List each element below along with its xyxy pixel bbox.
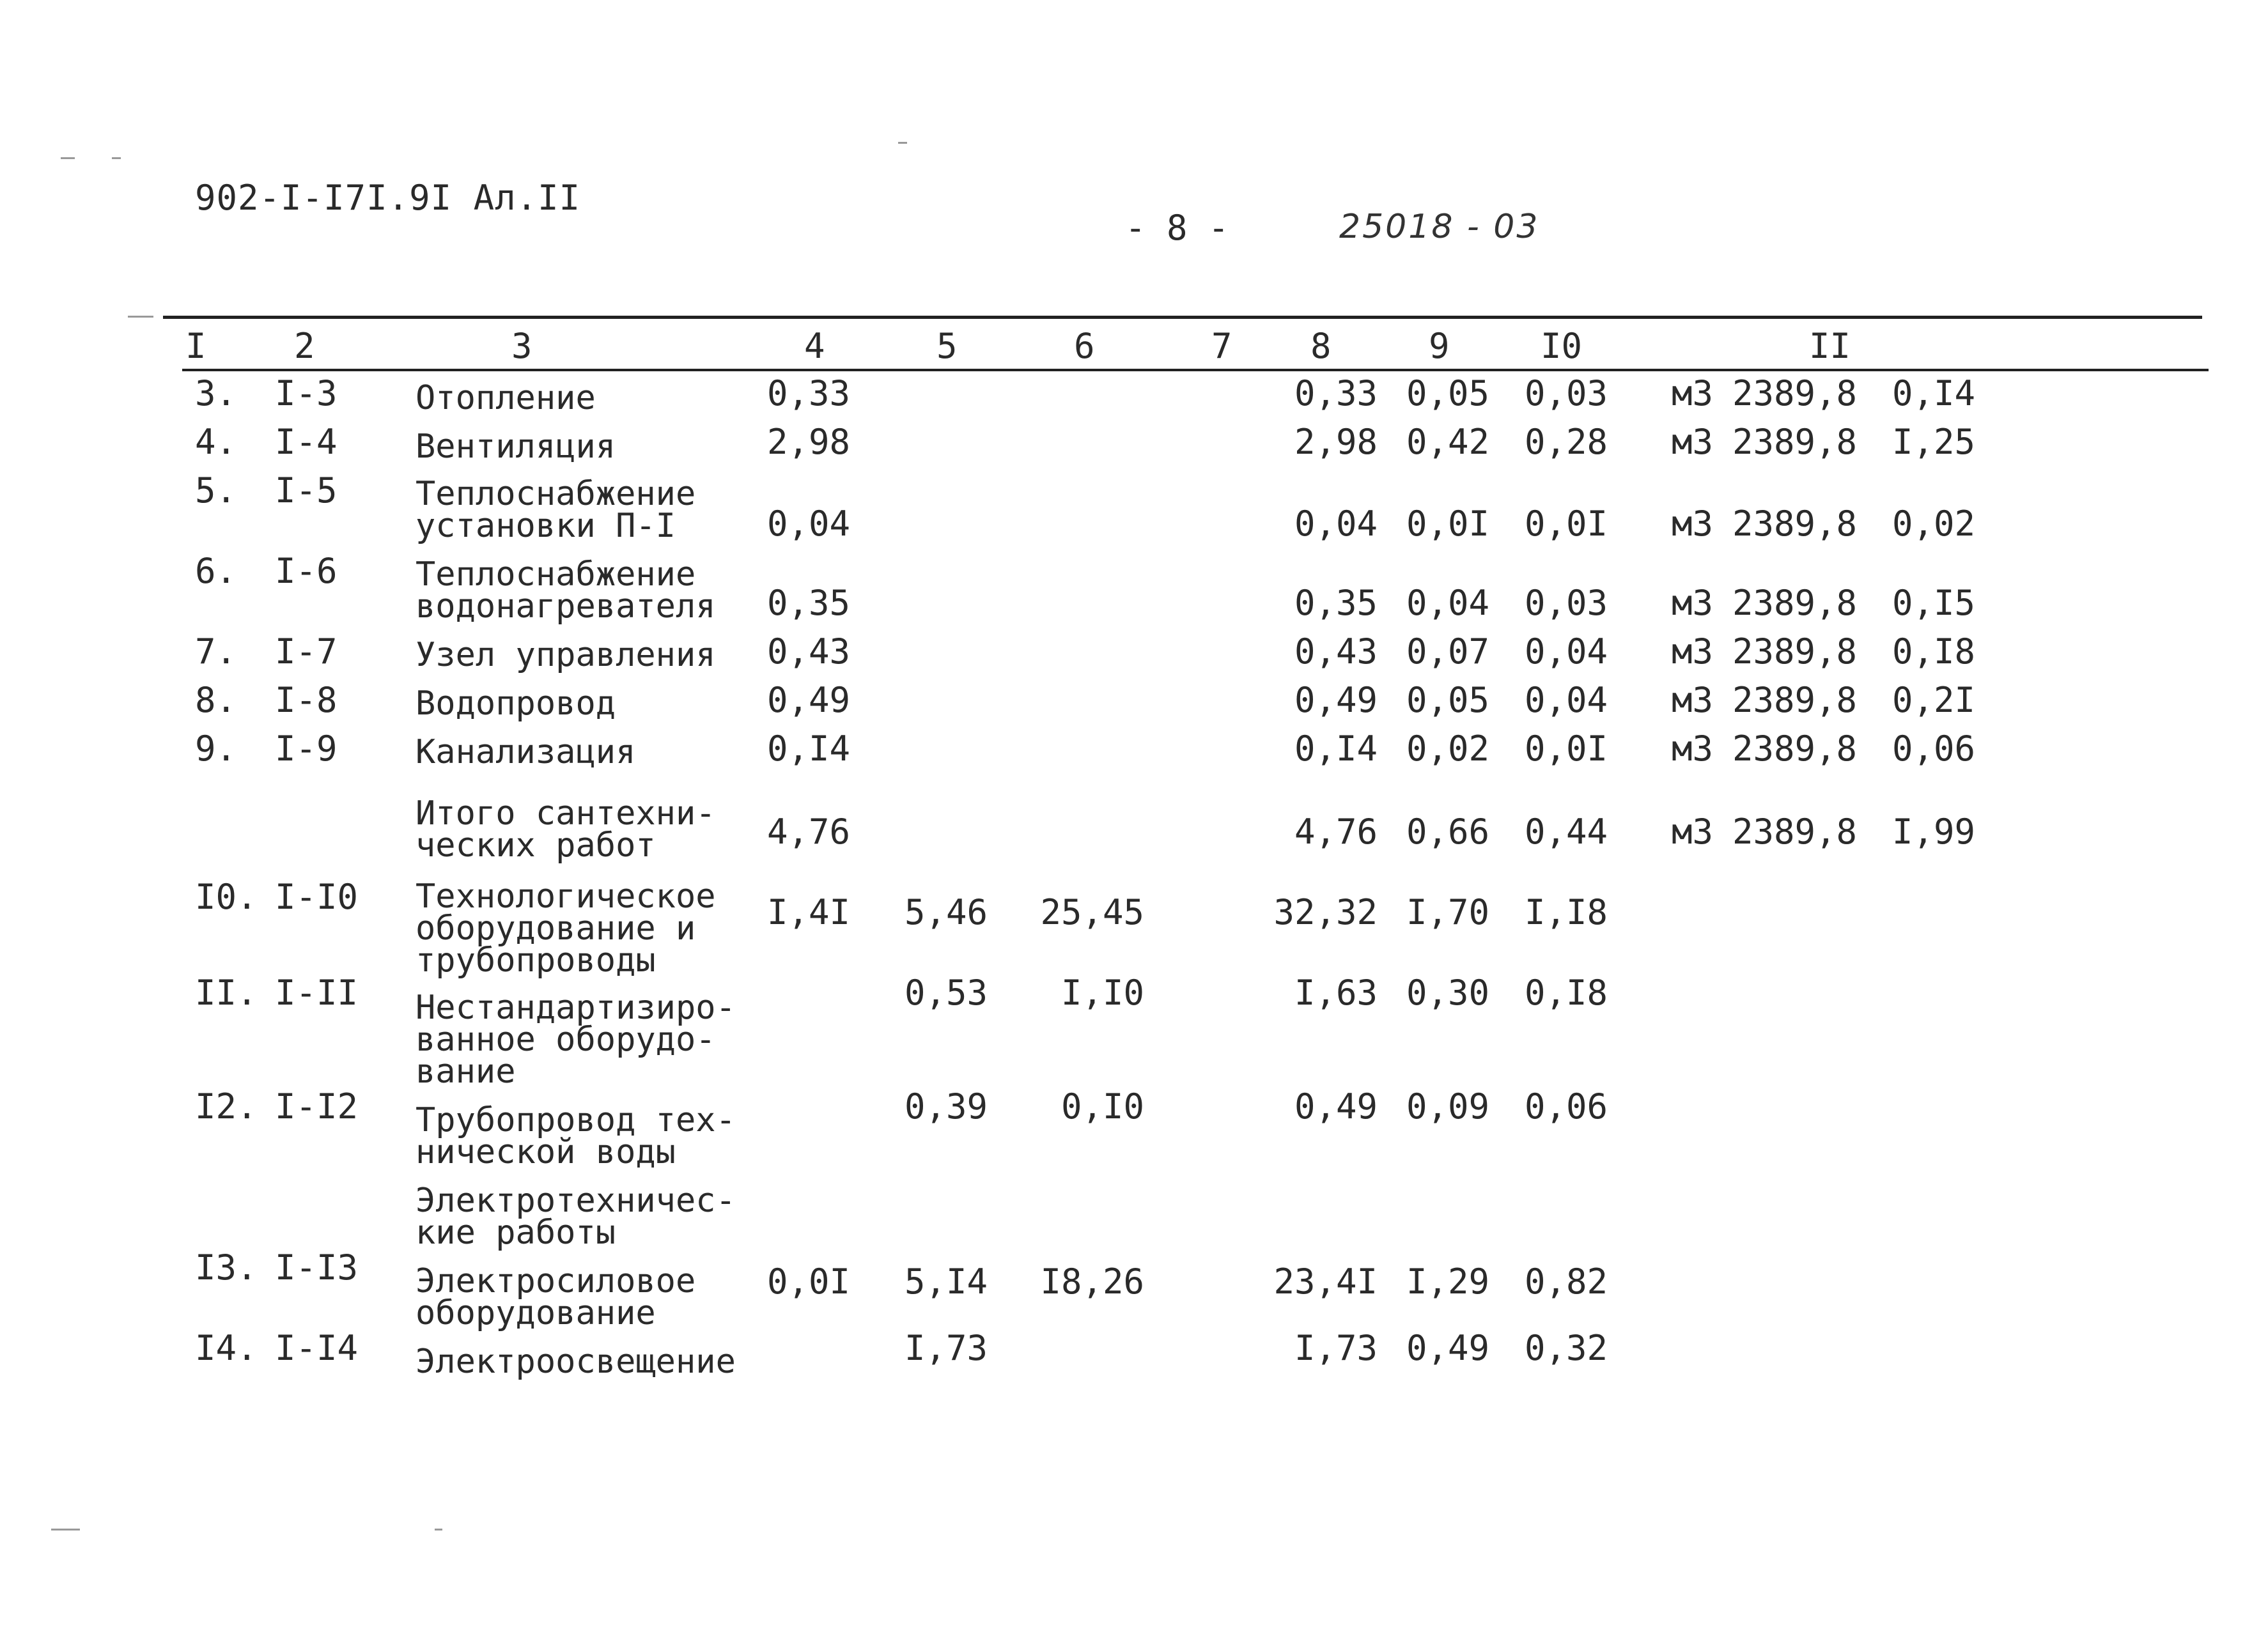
- cell-c10: 0,03: [1525, 583, 1608, 623]
- document-code: 902-I-I7I.9I Ал.II: [195, 178, 581, 218]
- row-code: I-5: [275, 470, 338, 511]
- cell-c8: I,63: [1294, 973, 1378, 1013]
- cell-c10: 0,32: [1525, 1328, 1608, 1368]
- cell-c9: I,29: [1406, 1261, 1490, 1302]
- cell-c8: 23,4I: [1273, 1261, 1378, 1302]
- cell-c9: 0,09: [1406, 1086, 1490, 1127]
- handwritten-archive-number: 25018 - 03: [1339, 208, 1540, 246]
- cell-c5: 0,39: [904, 1086, 988, 1127]
- row-description-line: Вентиляция: [416, 428, 616, 466]
- column-header: 3: [511, 326, 532, 366]
- row-number: 5.: [195, 470, 237, 511]
- cell-c10: 0,44: [1525, 812, 1608, 852]
- cell-c4: 0,04: [766, 504, 850, 544]
- row-number: II.: [195, 973, 258, 1013]
- cell-c9: 0,30: [1406, 973, 1490, 1013]
- cell-c11: 0,2I: [1892, 680, 1976, 720]
- cell-c9: 0,05: [1406, 373, 1490, 413]
- row-code: I-I3: [275, 1247, 359, 1288]
- row-number: 4.: [195, 422, 237, 462]
- cell-c10: 0,04: [1525, 680, 1608, 720]
- row-description-line: Канализация: [416, 733, 636, 771]
- cell-c8: 0,33: [1294, 373, 1378, 413]
- row-number: 7.: [195, 631, 237, 672]
- cell-c5: 0,53: [904, 973, 988, 1013]
- column-header: I0: [1541, 326, 1583, 366]
- row-description-line: трубопроводы: [416, 941, 656, 980]
- cell-c4: 0,I4: [766, 729, 850, 769]
- row-code: I-I0: [275, 877, 359, 917]
- cell-unit: м3: [1672, 422, 1714, 462]
- cell-c11: 0,02: [1892, 504, 1976, 544]
- cell-c10: 0,28: [1525, 422, 1608, 462]
- row-number: I4.: [195, 1328, 258, 1368]
- column-header: 8: [1310, 326, 1332, 366]
- cell-c8: 0,43: [1294, 631, 1378, 672]
- cell-c9: I,70: [1406, 892, 1490, 932]
- cell-unit: м3: [1672, 373, 1714, 413]
- row-description-line: оборудование и: [416, 909, 696, 948]
- cell-c10: 0,0I: [1525, 729, 1608, 769]
- cell-c4: 0,49: [766, 680, 850, 720]
- cell-c11: 0,I8: [1892, 631, 1976, 672]
- cell-c8: 0,49: [1294, 680, 1378, 720]
- cell-c8: 2,98: [1294, 422, 1378, 462]
- cell-c10: 0,03: [1525, 373, 1608, 413]
- cell-c8: I,73: [1294, 1328, 1378, 1368]
- cell-c8: 0,35: [1294, 583, 1378, 623]
- row-number: I0.: [195, 877, 258, 917]
- cell-qty: 2389,8: [1732, 422, 1858, 462]
- cell-c9: 0,07: [1406, 631, 1490, 672]
- cell-c11: 0,06: [1892, 729, 1976, 769]
- cell-c11: 0,I5: [1892, 583, 1976, 623]
- cell-c10: 0,82: [1525, 1261, 1608, 1302]
- cell-c9: 0,04: [1406, 583, 1490, 623]
- cell-c11: 0,I4: [1892, 373, 1976, 413]
- row-code: I-I2: [275, 1086, 359, 1127]
- cell-c9: 0,0I: [1406, 504, 1490, 544]
- row-code: I-6: [275, 551, 338, 591]
- row-description-line: ческих работ: [416, 826, 656, 865]
- cell-qty: 2389,8: [1732, 583, 1858, 623]
- cell-qty: 2389,8: [1732, 812, 1858, 852]
- cell-c4: 0,33: [766, 373, 850, 413]
- row-description-line: Трубопровод тех-: [416, 1101, 736, 1139]
- scan-speck: [435, 1529, 442, 1531]
- cell-c5: I,73: [904, 1328, 988, 1368]
- row-description-line: кие работы: [416, 1214, 616, 1252]
- cell-unit: м3: [1672, 504, 1714, 544]
- row-description-line: Водопровод: [416, 684, 616, 723]
- column-header: I: [185, 326, 206, 366]
- row-description-line: Отопление: [416, 379, 596, 417]
- row-description-line: Технологическое: [416, 877, 716, 916]
- row-code: I-I4: [275, 1328, 359, 1368]
- cell-qty: 2389,8: [1732, 631, 1858, 672]
- cell-c10: 0,0I: [1525, 504, 1608, 544]
- cell-qty: 2389,8: [1732, 373, 1858, 413]
- cell-c8: 0,I4: [1294, 729, 1378, 769]
- row-description-line: Теплоснабжение: [416, 555, 696, 594]
- row-code: I-8: [275, 680, 338, 720]
- row-description-line: водонагревателя: [416, 587, 716, 626]
- cell-unit: м3: [1672, 631, 1714, 672]
- column-header: 2: [294, 326, 315, 366]
- row-number: 3.: [195, 373, 237, 413]
- cell-qty: 2389,8: [1732, 680, 1858, 720]
- page-number: - 8 -: [1125, 208, 1229, 248]
- cell-c9: 0,02: [1406, 729, 1490, 769]
- row-number: 8.: [195, 680, 237, 720]
- row-description-line: Теплоснабжение: [416, 475, 696, 513]
- cell-unit: м3: [1672, 729, 1714, 769]
- cell-qty: 2389,8: [1732, 729, 1858, 769]
- cell-c8: 32,32: [1273, 892, 1378, 932]
- column-header: 6: [1074, 326, 1095, 366]
- row-description-line: вание: [416, 1053, 516, 1091]
- cell-c4: 0,35: [766, 583, 850, 623]
- cell-unit: м3: [1672, 812, 1714, 852]
- row-number: I3.: [195, 1247, 258, 1288]
- cell-c4: 0,43: [766, 631, 850, 672]
- cell-c10: 0,I8: [1525, 973, 1608, 1013]
- cell-c9: 0,66: [1406, 812, 1490, 852]
- table-top-rule: [163, 316, 2202, 319]
- cell-c4: I,4I: [766, 892, 850, 932]
- cell-qty: 2389,8: [1732, 504, 1858, 544]
- column-header: 5: [936, 326, 958, 366]
- row-description-line: Узел управления: [416, 636, 716, 674]
- cell-c10: I,I8: [1525, 892, 1608, 932]
- row-code: I-9: [275, 729, 338, 769]
- cell-c9: 0,42: [1406, 422, 1490, 462]
- row-description-line: Электротехничес-: [416, 1182, 736, 1220]
- row-code: I-II: [275, 973, 359, 1013]
- cell-c6: I,I0: [1060, 973, 1144, 1013]
- cell-c6: 0,I0: [1060, 1086, 1144, 1127]
- row-description-line: нической воды: [416, 1133, 676, 1171]
- row-description-line: Электроосвещение: [416, 1343, 736, 1381]
- cell-c10: 0,06: [1525, 1086, 1608, 1127]
- row-description-line: Итого сантехни-: [416, 794, 716, 833]
- cell-c6: I8,26: [1040, 1261, 1144, 1302]
- cell-c6: 25,45: [1040, 892, 1144, 932]
- column-header: 9: [1429, 326, 1450, 366]
- cell-unit: м3: [1672, 583, 1714, 623]
- cell-c4: 4,76: [766, 812, 850, 852]
- cell-c11: I,25: [1892, 422, 1976, 462]
- cell-c11: I,99: [1892, 812, 1976, 852]
- column-header: 4: [804, 326, 825, 366]
- scan-speck: [128, 316, 153, 318]
- cell-c8: 4,76: [1294, 812, 1378, 852]
- column-header: 7: [1211, 326, 1232, 366]
- column-header: II: [1809, 326, 1851, 366]
- cell-c5: 5,I4: [904, 1261, 988, 1302]
- row-number: I2.: [195, 1086, 258, 1127]
- scan-speck: [112, 157, 121, 159]
- row-code: I-3: [275, 373, 338, 413]
- scan-speck: [51, 1529, 80, 1531]
- row-code: I-4: [275, 422, 338, 462]
- scan-speck: [61, 157, 75, 159]
- row-description-line: установки П-I: [416, 507, 676, 545]
- scan-speck: [898, 142, 907, 144]
- cell-c5: 5,46: [904, 892, 988, 932]
- cell-c9: 0,05: [1406, 680, 1490, 720]
- row-code: I-7: [275, 631, 338, 672]
- cell-c4: 2,98: [766, 422, 850, 462]
- row-description-line: Нестандартизиро-: [416, 989, 736, 1027]
- table-header-rule: [182, 369, 2209, 371]
- row-number: 6.: [195, 551, 237, 591]
- row-description-line: Электросиловое: [416, 1262, 696, 1300]
- cell-c8: 0,04: [1294, 504, 1378, 544]
- cell-c8: 0,49: [1294, 1086, 1378, 1127]
- cell-unit: м3: [1672, 680, 1714, 720]
- cell-c10: 0,04: [1525, 631, 1608, 672]
- cell-c9: 0,49: [1406, 1328, 1490, 1368]
- row-description-line: ванное оборудо-: [416, 1021, 716, 1059]
- row-number: 9.: [195, 729, 237, 769]
- row-description-line: оборудование: [416, 1294, 656, 1332]
- cell-c4: 0,0I: [766, 1261, 850, 1302]
